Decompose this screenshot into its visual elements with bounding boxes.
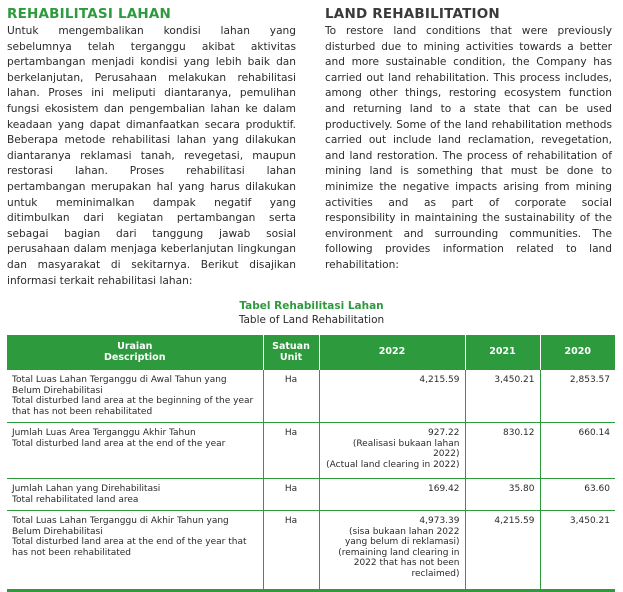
section-heading-en: LAND REHABILITATION [325, 6, 500, 22]
header-2021: 2021 [465, 335, 540, 370]
cell-description [7, 423, 263, 479]
left-column-indonesian [7, 6, 296, 289]
header-description [7, 335, 263, 370]
table-title-id: Tabel Rehabilitasi Lahan [239, 300, 384, 312]
header-satuan-label: Satuan [272, 341, 310, 352]
value-2022: 4,973.39 [419, 516, 460, 526]
cell-2022 [319, 370, 465, 423]
section-body-id: Untuk mengembalikan kondisi lahan yang sebelumnya telah terganggu akibat aktivitas pertambangan menjadi kondisi yang lebih baik dan berkelanjutan, Perusahaan melakukan rehabilitasi lahan. Proses ini meliputi diantaranya, pemulihan fungsi ekosistem dan pengembalian lahan ke dalam keadaan yang dapat dimanfaatkan secara produktif. Beberapa metode rehabilitasi lahan yang dilakukan diantaranya reklamasi tanah, revegetasi, maupun restorasi lahan. Proses rehabilitasi lahan pertambangan merupakan hal yang harus dilakukan untuk meminimalkan dampak negatif yang ditimbulkan dari kegiatan pertambangan serta sebagai bagian dari tanggung jawab sosial perusahaan dalam menjaga keberlanjutan lingkungan dan masyarakat di sekitarnya. Berikut disajikan informasi terkait rehabilitasi lahan: [7, 25, 296, 287]
table-row [7, 423, 615, 479]
cell-2020: 3,450.21 [540, 511, 615, 591]
table-row [7, 370, 615, 423]
cell-description [7, 370, 263, 423]
table-caption [0, 300, 623, 327]
section-heading-id: REHABILITASI LAHAN [7, 6, 172, 22]
right-column-english [325, 6, 612, 274]
header-unit-label: Unit [279, 351, 303, 363]
cell-2021: 4,215.59 [465, 511, 540, 591]
cell-unit: Ha [263, 511, 319, 591]
cell-2020: 660.14 [540, 423, 615, 479]
description-id: Jumlah Lahan yang Direhabilitasi [12, 484, 161, 494]
note-2022-id: (Realisasi bukaan lahan 2022) [352, 438, 460, 459]
description-en: Total disturbed land area at the end of the year that has not been rehabilitated [12, 537, 247, 558]
description-en: Total rehabilitated land area [12, 494, 139, 505]
header-description-label: Description [104, 351, 166, 363]
section-body-en: To restore land conditions that were previously disturbed due to mining activities towards a better and more sustainable condition, the Company has carried out land rehabilitation. This process includes, among other things, restoring ecosystem function and returning land to a state that can be used productively. Some of the land rehabilitation methods carried out include land reclamation, revegetation, and land restoration. The process of rehabilitation of mining land is something that must be done to minimize the negative impacts arising from mining activities and as part of corporate social responsibility in maintaining the sustainability of the environment and surrounding communities. The following provides information related to land rehabilitation: [325, 25, 612, 271]
table-title-en: Table of Land Rehabilitation [238, 314, 385, 326]
cell-unit: Ha [263, 479, 319, 511]
value-2022: 169.42 [428, 484, 460, 494]
value-2022: 4,215.59 [419, 375, 460, 385]
description-id: Jumlah Luas Area Terganggu Akhir Tahun [12, 428, 196, 438]
cell-2021: 830.12 [465, 423, 540, 479]
table-row [7, 479, 615, 511]
cell-2021: 35.80 [465, 479, 540, 511]
cell-unit: Ha [263, 370, 319, 423]
cell-2020: 2,853.57 [540, 370, 615, 423]
cell-2022 [319, 423, 465, 479]
cell-unit: Ha [263, 423, 319, 479]
land-rehabilitation-table [7, 335, 615, 592]
header-uraian-label: Uraian [117, 341, 153, 352]
cell-description [7, 479, 263, 511]
value-2022: 927.22 [428, 428, 460, 438]
cell-2021: 3,450.21 [465, 370, 540, 423]
description-id: Total Luas Lahan Terganggu di Awal Tahun yang Belum Direhabilitasi [12, 375, 227, 396]
description-en: Total disturbed land area at the end of the year [12, 438, 226, 449]
note-2022-id: (sisa bukaan lahan 2022 yang belum di reklamasi) [344, 526, 460, 547]
cell-2022 [319, 479, 465, 511]
cell-description [7, 511, 263, 591]
table-row [7, 511, 615, 591]
table-body [7, 370, 615, 591]
header-2020: 2020 [540, 335, 615, 370]
table-header-row [7, 335, 615, 370]
note-2022-en: (Actual land clearing in 2022) [326, 459, 460, 470]
cell-2020: 63.60 [540, 479, 615, 511]
header-2022: 2022 [319, 335, 465, 370]
description-en: Total disturbed land area at the beginning of the year that has not been rehabilitated [12, 396, 254, 417]
note-2022-en: (remaining land clearing in 2022 that has not been reclaimed) [338, 547, 460, 579]
header-unit [263, 335, 319, 370]
description-id: Total Luas Lahan Terganggu di Akhir Tahun yang Belum Direhabilitasi [12, 516, 229, 537]
cell-2022 [319, 511, 465, 591]
